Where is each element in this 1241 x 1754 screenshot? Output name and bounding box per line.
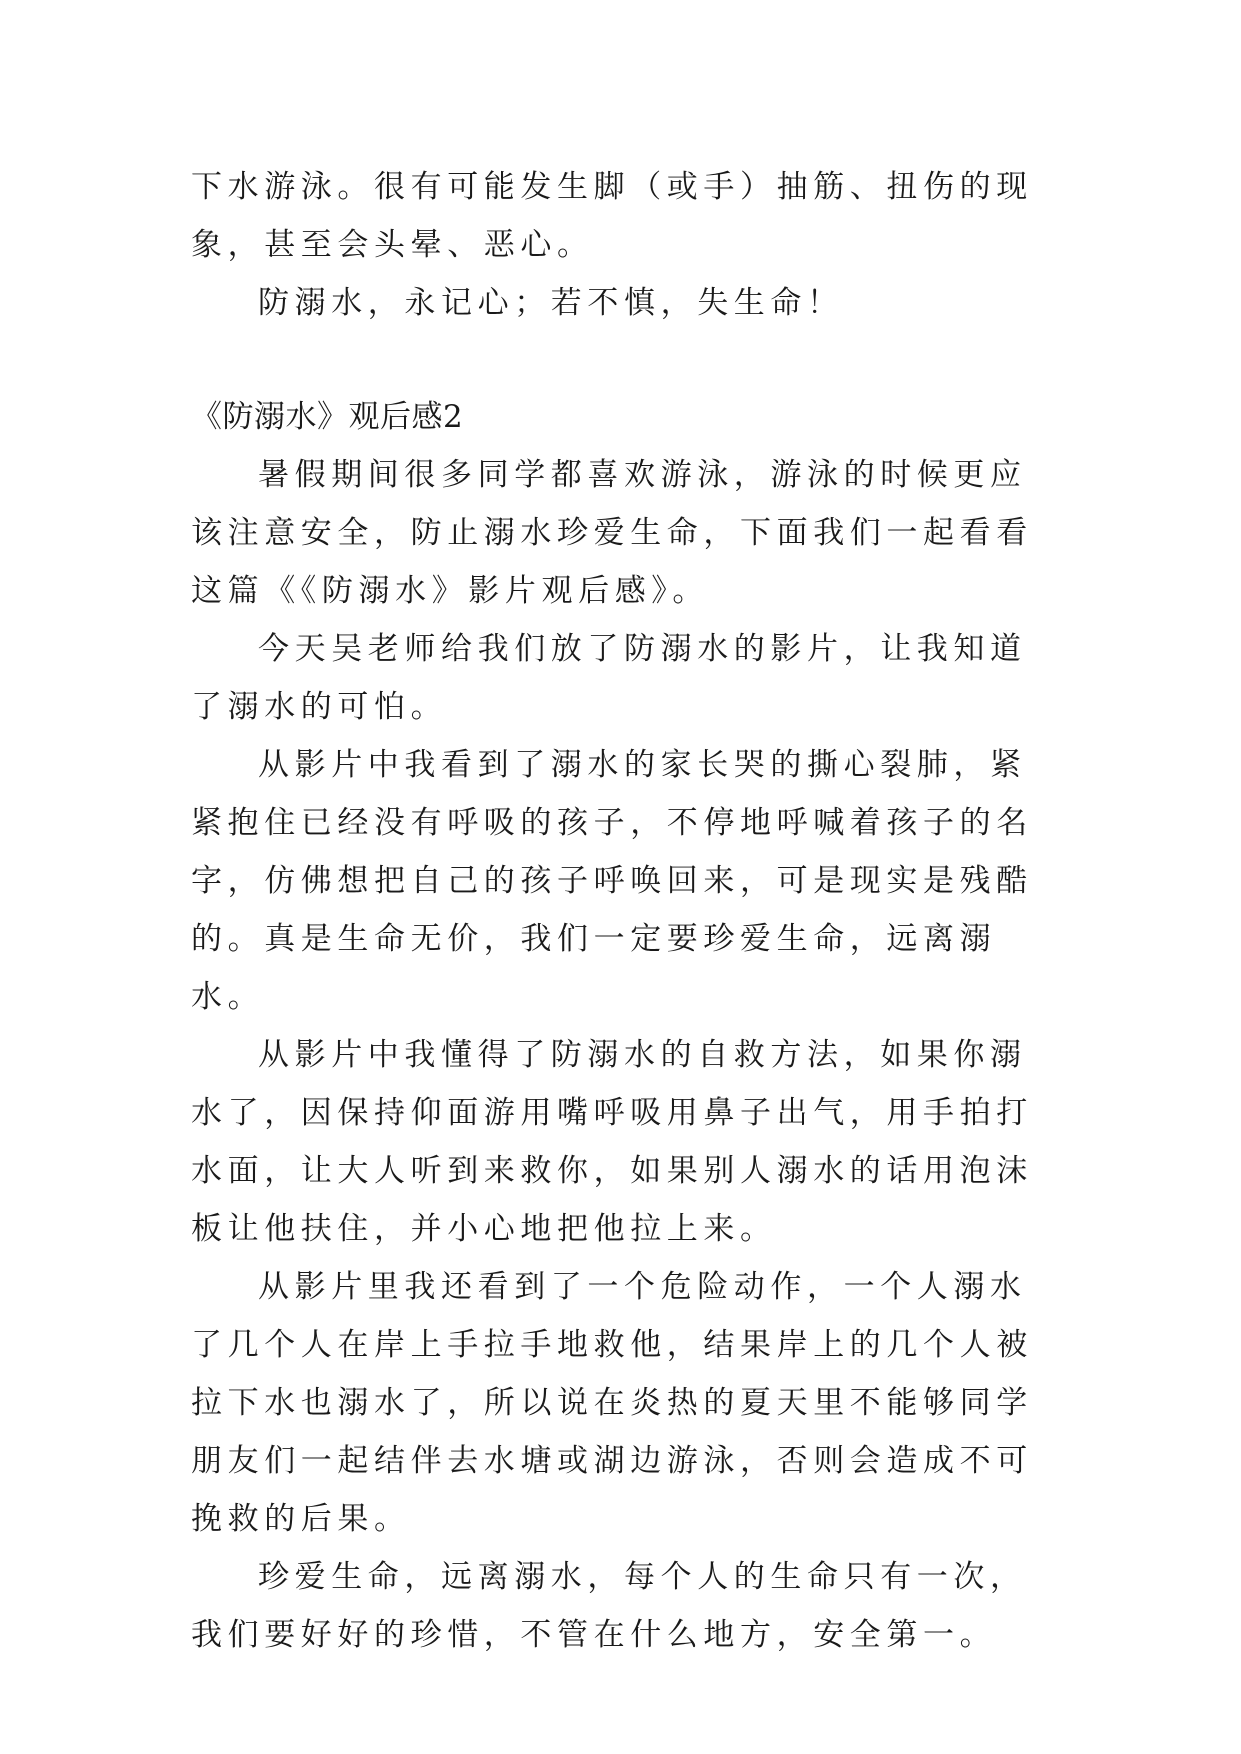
paragraph-continued: 下水游泳。很有可能发生脚（或手）抽筋、扭伤的现象，甚至会头晕、恶心。: [191, 169, 1033, 263]
paragraph: 今天吴老师给我们放了防溺水的影片，让我知道了溺水的可怕。: [191, 631, 1027, 725]
paragraph: 暑假期间很多同学都喜欢游泳，游泳的时候更应该注意安全，防止溺水珍爱生命，下面我们一起看看这篇《《防溺水》影片观后感》。: [191, 457, 1033, 609]
paragraph: 从影片中我看到了溺水的家长哭的撕心裂肺，紧紧抱住已经没有呼吸的孩子，不停地呼喊着孩子的名字，仿佛想把自己的孩子呼唤回来，可是现实是残酷的。真是生命无价，我们一定要珍爱生命，远离溺水。: [191, 747, 1033, 1015]
section-title: 《防溺水》观后感2: [191, 399, 464, 435]
paragraph: 从影片中我懂得了防溺水的自救方法，如果你溺水了，因保持仰面游用嘴呼吸用鼻子出气，用手拍打水面，让大人听到来救你，如果别人溺水的话用泡沫板让他扶住，并小心地把他拉上来。: [191, 1037, 1033, 1247]
paragraph-slogan: 防溺水，永记心；若不慎，失生命！: [258, 285, 844, 321]
paragraph: 珍爱生命，远离溺水，每个人的生命只有一次，我们要好好的珍惜，不管在什么地方，安全第一。: [191, 1559, 1027, 1653]
paragraph: 从影片里我还看到了一个危险动作，一个人溺水了几个人在岸上手拉手地救他，结果岸上的几个人被拉下水也溺水了，所以说在炎热的夏天里不能够同学朋友们一起结伴去水塘或湖边游泳，否则会造成不可挽救的后果。: [191, 1269, 1033, 1537]
document-body: [191, 158, 1051, 1664]
section-spacer: [191, 332, 1051, 388]
